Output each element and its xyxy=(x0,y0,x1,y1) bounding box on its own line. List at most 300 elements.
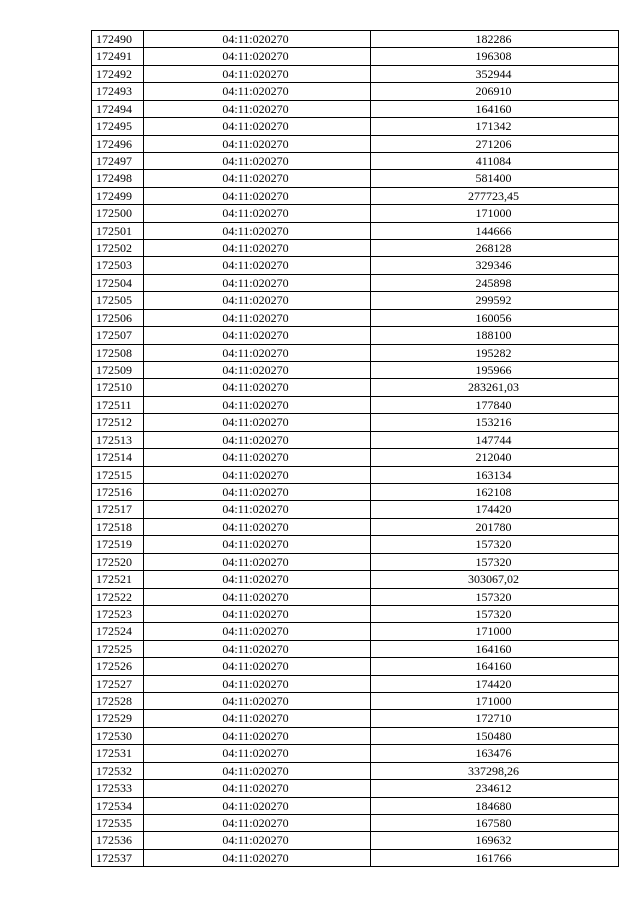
row-code-cell xyxy=(144,187,371,204)
table-row xyxy=(92,48,619,65)
table-row xyxy=(92,362,619,379)
row-id-cell-text: 172499 xyxy=(96,188,132,203)
row-code-cell-text: 04:11:020270 xyxy=(222,275,289,290)
row-code-cell xyxy=(144,449,371,466)
row-value-cell xyxy=(371,832,619,849)
row-id-cell-text: 172493 xyxy=(96,84,132,99)
row-code-cell xyxy=(144,571,371,588)
row-id-cell xyxy=(92,483,144,500)
row-id-cell xyxy=(92,292,144,309)
row-value-cell-text: 164160 xyxy=(475,659,512,674)
row-value-cell-text: 160056 xyxy=(475,310,512,325)
row-code-cell xyxy=(144,745,371,762)
row-id-cell-text: 172503 xyxy=(96,258,132,273)
row-id-cell-text: 172528 xyxy=(96,694,132,709)
row-code-cell xyxy=(144,675,371,692)
row-value-cell xyxy=(371,518,619,535)
row-value-cell xyxy=(371,31,619,48)
table-row xyxy=(92,780,619,797)
row-code-cell xyxy=(144,309,371,326)
table-row xyxy=(92,675,619,692)
row-id-cell xyxy=(92,31,144,48)
row-id-cell-text: 172529 xyxy=(96,711,132,726)
row-code-cell-text: 04:11:020270 xyxy=(222,746,289,761)
row-id-cell-text: 172504 xyxy=(96,275,132,290)
row-value-cell xyxy=(371,65,619,82)
row-id-cell xyxy=(92,414,144,431)
row-id-cell-text: 172518 xyxy=(96,519,132,534)
row-code-cell-text: 04:11:020270 xyxy=(222,101,289,116)
row-code-cell xyxy=(144,379,371,396)
row-value-cell-text: 164160 xyxy=(475,641,512,656)
row-value-cell xyxy=(371,536,619,553)
row-code-cell xyxy=(144,170,371,187)
row-value-cell-text: 171000 xyxy=(475,624,512,639)
row-code-cell-text: 04:11:020270 xyxy=(222,153,289,168)
row-code-cell-text: 04:11:020270 xyxy=(222,328,289,343)
row-id-cell xyxy=(92,48,144,65)
table-row xyxy=(92,396,619,413)
row-code-cell-text: 04:11:020270 xyxy=(222,502,289,517)
row-id-cell-text: 172536 xyxy=(96,833,132,848)
row-value-cell-text: 182286 xyxy=(475,32,512,46)
row-value-cell-text: 157320 xyxy=(475,554,512,569)
table-row xyxy=(92,849,619,866)
row-code-cell xyxy=(144,518,371,535)
row-id-cell xyxy=(92,605,144,622)
row-id-cell-text: 172491 xyxy=(96,49,132,64)
row-value-cell-text: 283261,03 xyxy=(468,380,519,395)
row-id-cell-text: 172505 xyxy=(96,293,132,308)
row-code-cell xyxy=(144,466,371,483)
row-code-cell xyxy=(144,118,371,135)
row-code-cell xyxy=(144,431,371,448)
row-code-cell-text: 04:11:020270 xyxy=(222,624,289,639)
row-code-cell-text: 04:11:020270 xyxy=(222,781,289,796)
row-value-cell xyxy=(371,118,619,135)
table-row xyxy=(92,832,619,849)
row-id-cell-text: 172495 xyxy=(96,119,132,134)
table-row xyxy=(92,65,619,82)
row-value-cell-text: 162108 xyxy=(475,484,512,499)
row-id-cell xyxy=(92,100,144,117)
row-code-cell xyxy=(144,396,371,413)
table-row xyxy=(92,205,619,222)
row-code-cell xyxy=(144,257,371,274)
row-code-cell xyxy=(144,135,371,152)
row-code-cell xyxy=(144,762,371,779)
row-code-cell-text: 04:11:020270 xyxy=(222,363,289,378)
table-body xyxy=(92,31,619,867)
row-id-cell xyxy=(92,588,144,605)
row-value-cell xyxy=(371,414,619,431)
row-id-cell xyxy=(92,257,144,274)
row-code-cell xyxy=(144,31,371,48)
row-code-cell-text: 04:11:020270 xyxy=(222,467,289,482)
row-id-cell-text: 172510 xyxy=(96,380,132,395)
row-value-cell-text: 206910 xyxy=(475,84,512,99)
row-value-cell xyxy=(371,693,619,710)
table-row xyxy=(92,100,619,117)
row-value-cell-text: 303067,02 xyxy=(468,572,519,587)
row-value-cell-text: 329346 xyxy=(475,258,512,273)
row-value-cell xyxy=(371,449,619,466)
row-id-cell-text: 172525 xyxy=(96,641,132,656)
row-id-cell xyxy=(92,466,144,483)
row-value-cell-text: 188100 xyxy=(475,328,512,343)
table-row xyxy=(92,309,619,326)
row-code-cell-text: 04:11:020270 xyxy=(222,432,289,447)
row-id-cell-text: 172492 xyxy=(96,66,132,81)
row-id-cell-text: 172535 xyxy=(96,815,132,830)
row-code-cell xyxy=(144,240,371,257)
row-value-cell xyxy=(371,849,619,866)
table-row xyxy=(92,605,619,622)
row-id-cell xyxy=(92,205,144,222)
row-code-cell-text: 04:11:020270 xyxy=(222,711,289,726)
table-row xyxy=(92,693,619,710)
row-code-cell xyxy=(144,553,371,570)
row-value-cell xyxy=(371,762,619,779)
row-value-cell-text: 277723,45 xyxy=(468,188,519,203)
row-code-cell-text: 04:11:020270 xyxy=(222,136,289,151)
row-value-cell-text: 271206 xyxy=(475,136,512,151)
row-id-cell-text: 172500 xyxy=(96,206,132,221)
row-id-cell xyxy=(92,571,144,588)
row-value-cell xyxy=(371,292,619,309)
row-code-cell xyxy=(144,814,371,831)
row-code-cell xyxy=(144,83,371,100)
row-id-cell-text: 172534 xyxy=(96,798,132,813)
row-value-cell xyxy=(371,309,619,326)
row-code-cell xyxy=(144,536,371,553)
row-code-cell xyxy=(144,780,371,797)
row-value-cell-text: 157320 xyxy=(475,589,512,604)
row-id-cell xyxy=(92,797,144,814)
row-code-cell-text: 04:11:020270 xyxy=(222,833,289,848)
row-code-cell-text: 04:11:020270 xyxy=(222,589,289,604)
data-table xyxy=(91,30,619,867)
row-code-cell-text: 04:11:020270 xyxy=(222,66,289,81)
row-id-cell xyxy=(92,135,144,152)
row-value-cell-text: 195966 xyxy=(475,363,512,378)
row-id-cell xyxy=(92,431,144,448)
row-id-cell-text: 172524 xyxy=(96,624,132,639)
row-code-cell-text: 04:11:020270 xyxy=(222,815,289,830)
row-code-cell-text: 04:11:020270 xyxy=(222,641,289,656)
row-value-cell xyxy=(371,344,619,361)
row-value-cell xyxy=(371,623,619,640)
row-id-cell xyxy=(92,118,144,135)
row-value-cell-text: 196308 xyxy=(475,49,512,64)
row-value-cell xyxy=(371,483,619,500)
row-id-cell xyxy=(92,640,144,657)
table-row xyxy=(92,640,619,657)
row-code-cell-text: 04:11:020270 xyxy=(222,171,289,186)
row-value-cell xyxy=(371,553,619,570)
row-code-cell-text: 04:11:020270 xyxy=(222,293,289,308)
row-value-cell-text: 184680 xyxy=(475,798,512,813)
row-id-cell-text: 172530 xyxy=(96,728,132,743)
row-code-cell-text: 04:11:020270 xyxy=(222,380,289,395)
table-row xyxy=(92,518,619,535)
row-code-cell-text: 04:11:020270 xyxy=(222,223,289,238)
row-code-cell-text: 04:11:020270 xyxy=(222,763,289,778)
row-value-cell xyxy=(371,135,619,152)
row-id-cell-text: 172519 xyxy=(96,537,132,552)
row-code-cell xyxy=(144,832,371,849)
table-row xyxy=(92,588,619,605)
row-code-cell-text: 04:11:020270 xyxy=(222,572,289,587)
row-code-cell-text: 04:11:020270 xyxy=(222,850,289,865)
row-code-cell xyxy=(144,483,371,500)
row-value-cell-text: 337298,26 xyxy=(468,763,519,778)
table-row xyxy=(92,762,619,779)
table-row xyxy=(92,170,619,187)
row-value-cell xyxy=(371,780,619,797)
row-value-cell-text: 161766 xyxy=(475,850,512,865)
row-value-cell-text: 157320 xyxy=(475,537,512,552)
row-value-cell xyxy=(371,152,619,169)
table-row xyxy=(92,536,619,553)
table-row xyxy=(92,501,619,518)
row-code-cell-text: 04:11:020270 xyxy=(222,798,289,813)
row-id-cell-text: 172531 xyxy=(96,746,132,761)
row-code-cell-text: 04:11:020270 xyxy=(222,415,289,430)
row-value-cell-text: 167580 xyxy=(475,815,512,830)
row-value-cell xyxy=(371,640,619,657)
row-value-cell xyxy=(371,48,619,65)
row-id-cell xyxy=(92,518,144,535)
row-id-cell-text: 172532 xyxy=(96,763,132,778)
row-value-cell-text: 164160 xyxy=(475,101,512,116)
table-row xyxy=(92,240,619,257)
row-value-cell-text: 163134 xyxy=(475,467,512,482)
row-id-cell-text: 172509 xyxy=(96,363,132,378)
row-value-cell xyxy=(371,710,619,727)
row-id-cell-text: 172496 xyxy=(96,136,132,151)
row-value-cell xyxy=(371,170,619,187)
row-value-cell-text: 411084 xyxy=(475,153,512,168)
row-id-cell xyxy=(92,762,144,779)
row-value-cell-text: 147744 xyxy=(475,432,512,447)
table-row xyxy=(92,135,619,152)
row-id-cell xyxy=(92,536,144,553)
row-id-cell xyxy=(92,849,144,866)
table-row xyxy=(92,797,619,814)
row-value-cell xyxy=(371,205,619,222)
row-id-cell-text: 172507 xyxy=(96,328,132,343)
row-code-cell xyxy=(144,222,371,239)
row-code-cell-text: 04:11:020270 xyxy=(222,694,289,709)
row-id-cell xyxy=(92,814,144,831)
row-id-cell xyxy=(92,274,144,291)
row-code-cell-text: 04:11:020270 xyxy=(222,606,289,621)
row-id-cell-text: 172522 xyxy=(96,589,132,604)
row-id-cell-text: 172490 xyxy=(96,32,132,46)
row-code-cell xyxy=(144,327,371,344)
row-code-cell xyxy=(144,797,371,814)
row-code-cell xyxy=(144,65,371,82)
row-value-cell-text: 201780 xyxy=(475,519,512,534)
row-value-cell xyxy=(371,745,619,762)
row-code-cell xyxy=(144,588,371,605)
row-id-cell xyxy=(92,449,144,466)
row-code-cell-text: 04:11:020270 xyxy=(222,659,289,674)
row-id-cell xyxy=(92,222,144,239)
row-id-cell xyxy=(92,187,144,204)
row-code-cell xyxy=(144,48,371,65)
row-code-cell xyxy=(144,658,371,675)
table-row xyxy=(92,414,619,431)
row-value-cell xyxy=(371,327,619,344)
row-value-cell-text: 268128 xyxy=(475,241,512,256)
row-id-cell xyxy=(92,152,144,169)
row-value-cell xyxy=(371,362,619,379)
row-id-cell xyxy=(92,344,144,361)
table-row xyxy=(92,257,619,274)
row-code-cell-text: 04:11:020270 xyxy=(222,310,289,325)
row-value-cell xyxy=(371,658,619,675)
table-row xyxy=(92,379,619,396)
table-row xyxy=(92,466,619,483)
row-id-cell xyxy=(92,780,144,797)
row-code-cell xyxy=(144,274,371,291)
row-id-cell xyxy=(92,83,144,100)
row-code-cell-text: 04:11:020270 xyxy=(222,728,289,743)
row-value-cell-text: 144666 xyxy=(475,223,512,238)
row-code-cell xyxy=(144,693,371,710)
row-value-cell xyxy=(371,100,619,117)
row-code-cell xyxy=(144,344,371,361)
row-value-cell xyxy=(371,675,619,692)
row-value-cell-text: 352944 xyxy=(475,66,512,81)
row-id-cell-text: 172521 xyxy=(96,572,132,587)
row-id-cell xyxy=(92,362,144,379)
row-value-cell-text: 177840 xyxy=(475,397,512,412)
table-row xyxy=(92,814,619,831)
row-code-cell-text: 04:11:020270 xyxy=(222,206,289,221)
row-value-cell xyxy=(371,797,619,814)
row-code-cell xyxy=(144,727,371,744)
row-value-cell-text: 172710 xyxy=(475,711,512,726)
row-value-cell xyxy=(371,257,619,274)
row-id-cell xyxy=(92,727,144,744)
row-code-cell-text: 04:11:020270 xyxy=(222,345,289,360)
row-id-cell xyxy=(92,710,144,727)
row-value-cell xyxy=(371,240,619,257)
row-code-cell xyxy=(144,640,371,657)
table-row xyxy=(92,327,619,344)
row-id-cell-text: 172527 xyxy=(96,676,132,691)
table-row xyxy=(92,710,619,727)
row-id-cell-text: 172526 xyxy=(96,659,132,674)
row-code-cell-text: 04:11:020270 xyxy=(222,188,289,203)
table-row xyxy=(92,152,619,169)
row-id-cell-text: 172497 xyxy=(96,153,132,168)
table-row xyxy=(92,727,619,744)
row-code-cell xyxy=(144,152,371,169)
row-id-cell xyxy=(92,832,144,849)
row-value-cell-text: 171342 xyxy=(475,119,512,134)
row-value-cell xyxy=(371,431,619,448)
row-code-cell xyxy=(144,501,371,518)
row-code-cell-text: 04:11:020270 xyxy=(222,397,289,412)
row-code-cell-text: 04:11:020270 xyxy=(222,49,289,64)
row-value-cell xyxy=(371,83,619,100)
row-code-cell-text: 04:11:020270 xyxy=(222,258,289,273)
table-row xyxy=(92,745,619,762)
row-id-cell xyxy=(92,658,144,675)
row-id-cell-text: 172513 xyxy=(96,432,132,447)
row-id-cell xyxy=(92,553,144,570)
row-code-cell xyxy=(144,362,371,379)
table-row xyxy=(92,658,619,675)
row-id-cell xyxy=(92,65,144,82)
row-value-cell xyxy=(371,466,619,483)
row-id-cell xyxy=(92,240,144,257)
row-value-cell-text: 245898 xyxy=(475,275,512,290)
row-id-cell-text: 172523 xyxy=(96,606,132,621)
row-code-cell-text: 04:11:020270 xyxy=(222,32,289,46)
table-row xyxy=(92,31,619,48)
table-row xyxy=(92,292,619,309)
table-row xyxy=(92,187,619,204)
row-value-cell xyxy=(371,379,619,396)
row-code-cell-text: 04:11:020270 xyxy=(222,484,289,499)
row-id-cell xyxy=(92,693,144,710)
table-row xyxy=(92,623,619,640)
row-value-cell xyxy=(371,605,619,622)
row-value-cell-text: 163476 xyxy=(475,746,512,761)
row-value-cell xyxy=(371,588,619,605)
row-code-cell-text: 04:11:020270 xyxy=(222,519,289,534)
row-code-cell-text: 04:11:020270 xyxy=(222,537,289,552)
row-id-cell xyxy=(92,379,144,396)
row-value-cell-text: 169632 xyxy=(475,833,512,848)
row-code-cell-text: 04:11:020270 xyxy=(222,554,289,569)
table-row xyxy=(92,222,619,239)
table-row xyxy=(92,553,619,570)
row-id-cell-text: 172516 xyxy=(96,484,132,499)
row-value-cell-text: 171000 xyxy=(475,206,512,221)
row-id-cell-text: 172514 xyxy=(96,450,132,465)
row-value-cell-text: 157320 xyxy=(475,606,512,621)
row-value-cell-text: 174420 xyxy=(475,502,512,517)
row-code-cell xyxy=(144,100,371,117)
row-code-cell xyxy=(144,292,371,309)
row-id-cell xyxy=(92,309,144,326)
row-value-cell-text: 234612 xyxy=(475,781,512,796)
row-id-cell-text: 172494 xyxy=(96,101,132,116)
row-id-cell-text: 172502 xyxy=(96,241,132,256)
table-row xyxy=(92,274,619,291)
table-row xyxy=(92,483,619,500)
row-code-cell-text: 04:11:020270 xyxy=(222,241,289,256)
row-value-cell xyxy=(371,274,619,291)
row-value-cell-text: 212040 xyxy=(475,450,512,465)
row-id-cell-text: 172508 xyxy=(96,345,132,360)
row-id-cell xyxy=(92,745,144,762)
row-id-cell-text: 172501 xyxy=(96,223,132,238)
row-id-cell xyxy=(92,501,144,518)
row-code-cell xyxy=(144,205,371,222)
row-code-cell-text: 04:11:020270 xyxy=(222,119,289,134)
row-value-cell-text: 171000 xyxy=(475,694,512,709)
row-value-cell xyxy=(371,187,619,204)
table-row xyxy=(92,118,619,135)
row-id-cell xyxy=(92,170,144,187)
